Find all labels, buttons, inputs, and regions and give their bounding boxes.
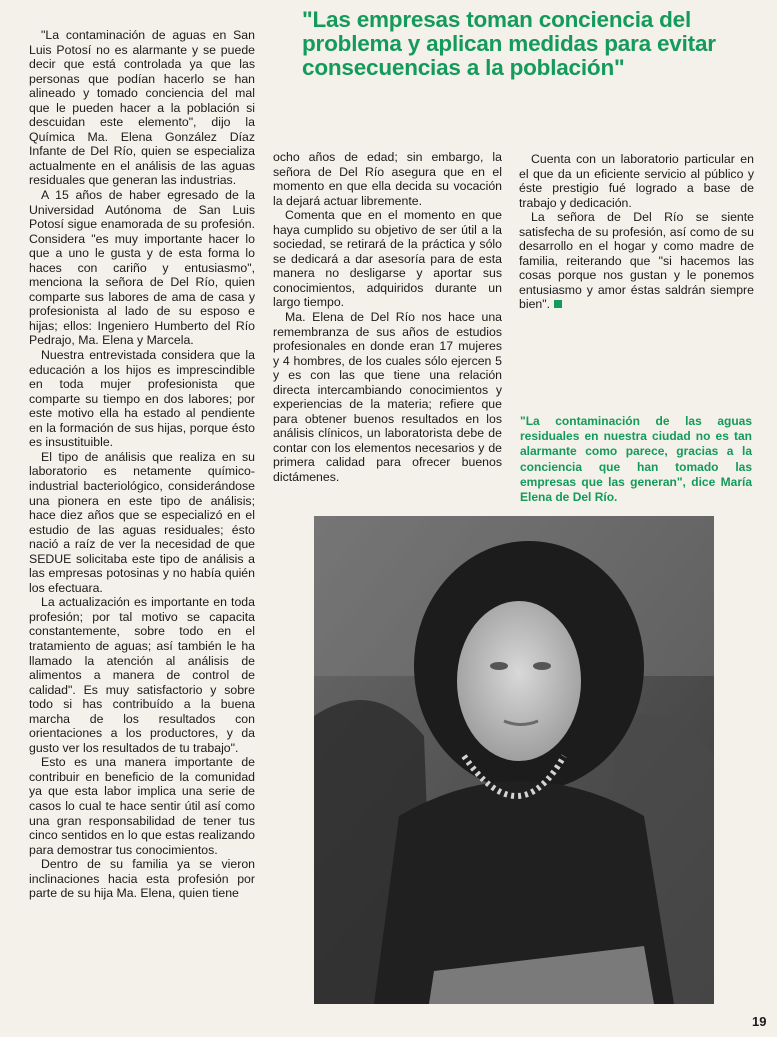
paragraph: Ma. Elena de Del Río nos hace una remembranza de sus años de estudios profesionales en donde eran 17 mujeres y 4 hombres, de los cuales sólo ejercen 5 y es con las que tiene una relación directa intercambiando conocimientos y experiencias de la materia; refiere que para obtener buenos resultados en los análisis clínicos, un laboratorista debe de contar con los elementos necesarios y de primera calidad para ofrecer buenos dictámenes. xyxy=(273,310,502,485)
paragraph: Dentro de su familia ya se vieron inclinaciones hacia esta profesión por parte de su hija Ma. Elena, quien tiene xyxy=(29,857,255,901)
paragraph: A 15 años de haber egresado de la Universidad Autónoma de San Luis Potosí sigue enamorada de su profesión. Considera "es muy importante hacer lo que a uno le gusta y de esta forma lo haces con cariño y entusiasmo", menciona la señora de Del Río, quien comparte sus labores de ama de casa y profesionista al lado de su esposo e hijas; ellos: Ingeniero Humberto del Río Pedrajo, Ma. Elena y Marcela. xyxy=(29,188,255,348)
paragraph xyxy=(519,210,754,312)
portrait-photo-illustration xyxy=(314,516,714,1004)
article-column-3 xyxy=(519,152,754,312)
page-number: 19 xyxy=(752,1014,767,1029)
headline: "Las empresas toman conciencia del problema y aplican medidas para evitar consecuencias a la población" xyxy=(302,7,716,80)
paragraph: ocho años de edad; sin embargo, la señora de Del Río asegura que en el momento en que ella decida su vocación la dejará actuar libremente. xyxy=(273,150,502,208)
end-of-article-mark xyxy=(554,300,562,308)
paragraph: La actualización es importante en toda profesión; por tal motivo se capacita constantemente, sobre todo en el tratamiento de aguas; así también le ha llamado la atención al análisis de alimentos a manera de control de calidad". Es muy satisfactorio y sobre todo si has contribuído a la buena marcha de los resultados con orientaciones a los productores, y da gusto ver los resultados de tu trabajo". xyxy=(29,595,255,755)
paragraph: El tipo de análisis que realiza en su laboratorio es netamente químico-industrial bacteriológico, considerándose una pionera en este tipo de análisis; hace diez años que se especializó en el estudio de las aguas residuales; ésto nació a raíz de ver la necesidad de que SEDUE solicitaba este tipo de análisis a las empresas potosinas y no había quién los efectuara. xyxy=(29,449,255,595)
paragraph: Comenta que en el momento en que haya cumplido su objetivo de ser útil a la sociedad, se retirará de la práctica y sólo se dedicará a dar asesoría para de esta manera no desligarse y aportar sus conocimientos, adquiridos durante un largo tiempo. xyxy=(273,208,502,310)
article-column-1 xyxy=(29,28,255,901)
paragraph-text: La señora de Del Río se siente satisfecha de su profesión, así como de su desarrollo en el hogar y como madre de familia, reiterando que "si hacemos las cosas porque nos gustan y le ponemos entusiasmo y amor éstas saldrán siempre bien". xyxy=(519,210,754,312)
photo-caption: "La contaminación de las aguas residuales en nuestra ciudad no es tan alarmante como parece, gracias a la conciencia que han tomado las empresas que las generan", dice María Elena de Del Río. xyxy=(520,414,752,505)
article-column-2 xyxy=(273,150,502,485)
paragraph: Esto es una manera importante de contribuir en beneficio de la comunidad ya que esta labor implica una serie de casos lo cual te hace sentir útil así como una gran responsabilidad de tener tus cinco sentidos en lo que estas realizando para demostrar tus conocimientos. xyxy=(29,755,255,857)
portrait-photo xyxy=(314,516,714,1004)
paragraph: Nuestra entrevistada considera que la educación a los hijos es imprescindible en toda mujer profesionista que comparte su tiempo en dos labores; por este motivo ella ha estado al pendiente en la formación de sus hijas, porque ésto es insustituible. xyxy=(29,348,255,450)
paragraph: "La contaminación de aguas en San Luis Potosí no es alarmante y se puede decir que está controlada ya que las personas que podían hacerlo se han alineado y tomado conciencia del mal que le pueden hacer a la población si descuidan este elemento", dijo la Química Ma. Elena González Díaz Infante de Del Río, quien se especializa actualmente en el análisis de las aguas residuales que generan las industrias. xyxy=(29,28,255,188)
paragraph: Cuenta con un laboratorio particular en el que da un eficiente servicio al público y éste prestigio fué logrado a base de trabajo y dedicación. xyxy=(519,152,754,210)
